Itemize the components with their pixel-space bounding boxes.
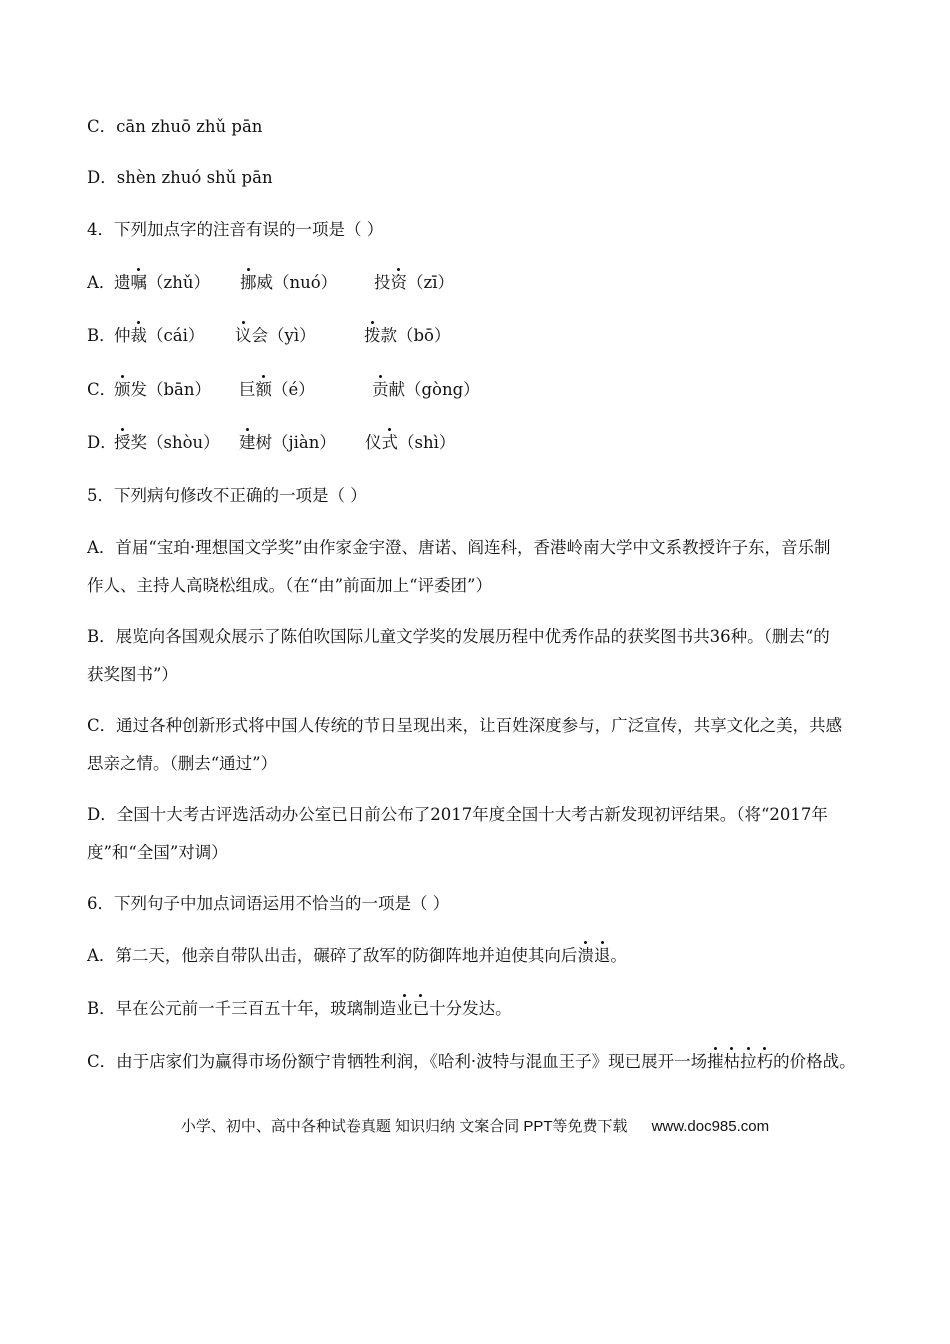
dotted-char: 退 [593,946,611,965]
dotted-char: 授 [114,433,131,452]
dotted-char: 业 [396,999,413,1018]
footer-text: 小学、初中、高中各种试卷真题 知识归纳 文案合同 PPT等免费下载 [180,1118,628,1135]
pinyin: （é） [272,380,315,399]
q4-option-b [87,325,451,347]
char: 仲 [114,326,131,345]
dotted-char: 建 [239,433,256,452]
q5-option-a-line1: A．首届“宝珀·理想国文学奖”由作家金宇澄、唐诺、阎连科，香港岭南大学中文系教授许子东，音乐制 [87,538,831,557]
q4-option-c [87,379,480,401]
q3-option-d: D．shèn zhuó shǔ pān [87,168,273,187]
q3-option-c: C．cān zhuō zhǔ pān [87,117,263,136]
char: 投 [374,273,391,292]
q6-stem: 6．下列句子中加点词语运用不恰当的一项是（ ） [87,894,450,913]
dotted-char: 朽 [756,1052,774,1071]
pinyin: （bō） [397,326,451,345]
dotted-char: 已 [412,999,430,1018]
pinyin: （gòng） [405,380,480,399]
option-label: C． [87,380,117,399]
dotted-char: 额 [255,380,272,399]
pinyin: （shòu） [147,433,220,452]
dotted-char: 挪 [240,273,257,292]
q5-option-b-line1: B．展览向各国观众展示了陈伯吹国际儿童文学奖的发展历程中优秀作品的获奖图书共36种。（删去“的 [87,627,830,646]
char: 献 [388,380,405,399]
sentence-text: 的价格战。 [773,1052,856,1071]
q6-option-b [87,998,512,1020]
q5-option-c-line1: C．通过各种创新形式将中国人传统的节日呈现出来，让百姓深度参与，广泛宣传，共享文化之美，共感 [87,716,843,735]
dotted-char: 枯 [723,1052,741,1071]
pinyin: （zī） [407,273,454,292]
q5-option-a-line2: 作人、主持人高晓松组成。（在“由”前面加上“评委团”） [87,576,492,595]
sentence-text: 。 [610,946,627,965]
q5-option-b-line2: 获奖图书”） [87,665,178,684]
char: 会 [251,326,268,345]
pinyin: （yì） [268,326,316,345]
dotted-char: 颁 [114,380,131,399]
q5-option-c-line2: 思亲之情。（删去“通过”） [87,754,278,773]
pinyin: （bān） [147,380,212,399]
q4-option-a [87,272,454,294]
dotted-char: 式 [381,433,398,452]
page-footer [0,1115,950,1136]
char: 款 [380,326,397,345]
footer-site-link[interactable]: www.doc985.com [651,1118,770,1135]
sentence-text: A．第二天，他亲自带队出击，碾碎了敌军的防御阵地并迫使其向后 [87,946,578,965]
sentence-text: 十分发达。 [429,999,512,1018]
char: 发 [130,380,147,399]
dotted-char: 资 [390,273,407,292]
q6-option-a [87,945,627,967]
dotted-char: 议 [235,326,252,345]
pinyin: （cái） [147,326,205,345]
char: 奖 [130,433,147,452]
char: 树 [255,433,272,452]
char: 巨 [239,380,256,399]
q5-option-d-line2: 度”和“全国”对调） [87,843,228,862]
q6-option-c [87,1051,856,1073]
option-label: D． [87,433,117,452]
q4-option-d [87,432,455,454]
char: 遗 [114,273,131,292]
pinyin: （zhǔ） [147,273,210,292]
sentence-text: B．早在公元前一千三百五十年，玻璃制造 [87,999,397,1018]
dotted-char: 贡 [372,380,389,399]
char: 仪 [365,433,382,452]
q5-stem: 5．下列病句修改不正确的一项是（ ） [87,486,367,505]
dotted-char: 嘱 [130,273,147,292]
dotted-char: 裁 [130,326,147,345]
q4-stem: 4．下列加点字的注音有误的一项是（ ） [87,220,384,239]
sentence-text: C．由于店家们为赢得市场份额宁肯牺牲利润，《哈利·波特与混血王子》现已展开一场 [87,1052,708,1071]
option-label: B． [87,326,116,345]
pinyin: （shì） [398,433,456,452]
q5-option-d-line1: D．全国十大考古评选活动办公室已日前公布了2017年度全国十大考古新发现初评结果。（将“2017年 [87,805,828,824]
pinyin: （jiàn） [272,433,336,452]
dotted-char: 摧 [707,1052,724,1071]
dotted-char: 溃 [577,946,594,965]
char: 威 [256,273,273,292]
pinyin: （nuó） [273,273,338,292]
dotted-char: 拨 [364,326,381,345]
option-label: A． [87,273,116,292]
dotted-char: 拉 [740,1052,757,1071]
